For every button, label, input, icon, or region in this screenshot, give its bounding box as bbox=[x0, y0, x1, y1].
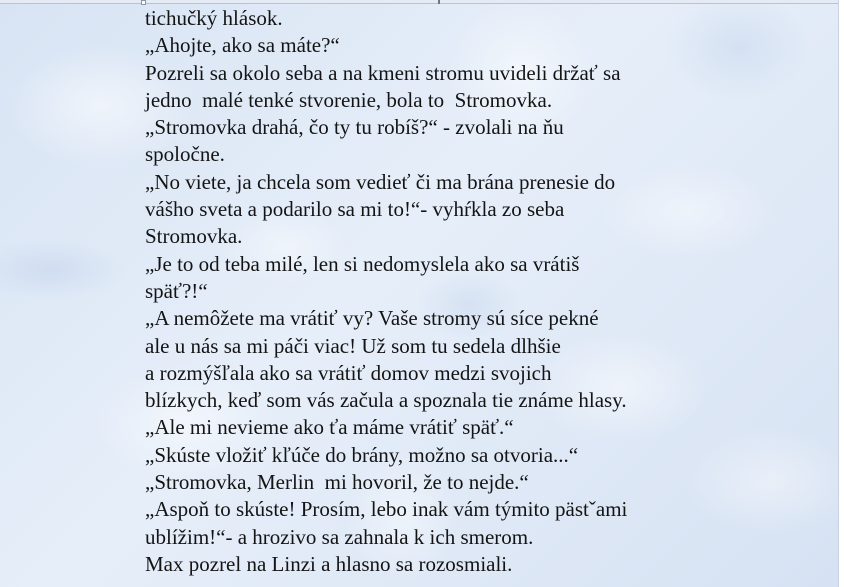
text-line: tichučký hlások. bbox=[145, 6, 283, 30]
text-line: Stromovka. bbox=[145, 224, 243, 249]
text-line: spoločne. bbox=[145, 142, 225, 167]
text-line: ublížim!“- a hrozivo sa zahnala k ich smerom. bbox=[145, 524, 534, 549]
text-line: Pozreli sa okolo seba a na kmeni stromu uvideli držať sa bbox=[145, 60, 621, 85]
text-line: „Je to od teba milé, len si nedomyslela ako sa vrátiš bbox=[145, 251, 580, 276]
text-line: ale u nás sa mi páči viac! Už som tu sedela dlhšie bbox=[145, 333, 561, 358]
document-text[interactable] bbox=[145, 5, 825, 578]
text-line: Max pozrel na Linzi a hlasno sa rozosmiali. bbox=[145, 551, 513, 576]
text-line: „Ahojte, ako sa máte?“ bbox=[145, 33, 340, 58]
text-line: vášho sveta a podarilo sa mi to!“- vyhŕkla zo seba bbox=[145, 197, 565, 222]
text-line: „Stromovka, Merlin mi hovoril, že to nejde.“ bbox=[145, 470, 529, 495]
text-line: späť?!“ bbox=[145, 278, 208, 303]
ruler-edge bbox=[0, 0, 838, 4]
text-line: a rozmýšľala ako sa vrátiť domov medzi svojich bbox=[145, 360, 552, 385]
text-line: „Aspoň to skúste! Prosím, lebo inak vám týmito pästˇami bbox=[145, 497, 628, 522]
text-line: „Stromovka drahá, čo ty tu robíš?“ - zvolali na ňu bbox=[145, 115, 564, 140]
text-line: jedno malé tenké stvorenie, bola to Stromovka. bbox=[145, 87, 553, 112]
text-line: „Skúste vložiť kľúče do brány, možno sa otvoria...“ bbox=[145, 442, 579, 467]
text-line: „No viete, ja chcela som vedieť či ma brána prenesie do bbox=[145, 169, 616, 194]
window-edge bbox=[838, 0, 844, 587]
text-line: „A nemôžete ma vrátiť vy? Vaše stromy sú síce pekné bbox=[145, 306, 599, 331]
text-line: „Ale mi nevieme ako ťa máme vrátiť späť.“ bbox=[145, 415, 514, 440]
text-line: blízkych, keď som vás začula a spoznala tie známe hlasy. bbox=[145, 388, 627, 413]
tab-stop-marker[interactable] bbox=[438, 0, 440, 4]
